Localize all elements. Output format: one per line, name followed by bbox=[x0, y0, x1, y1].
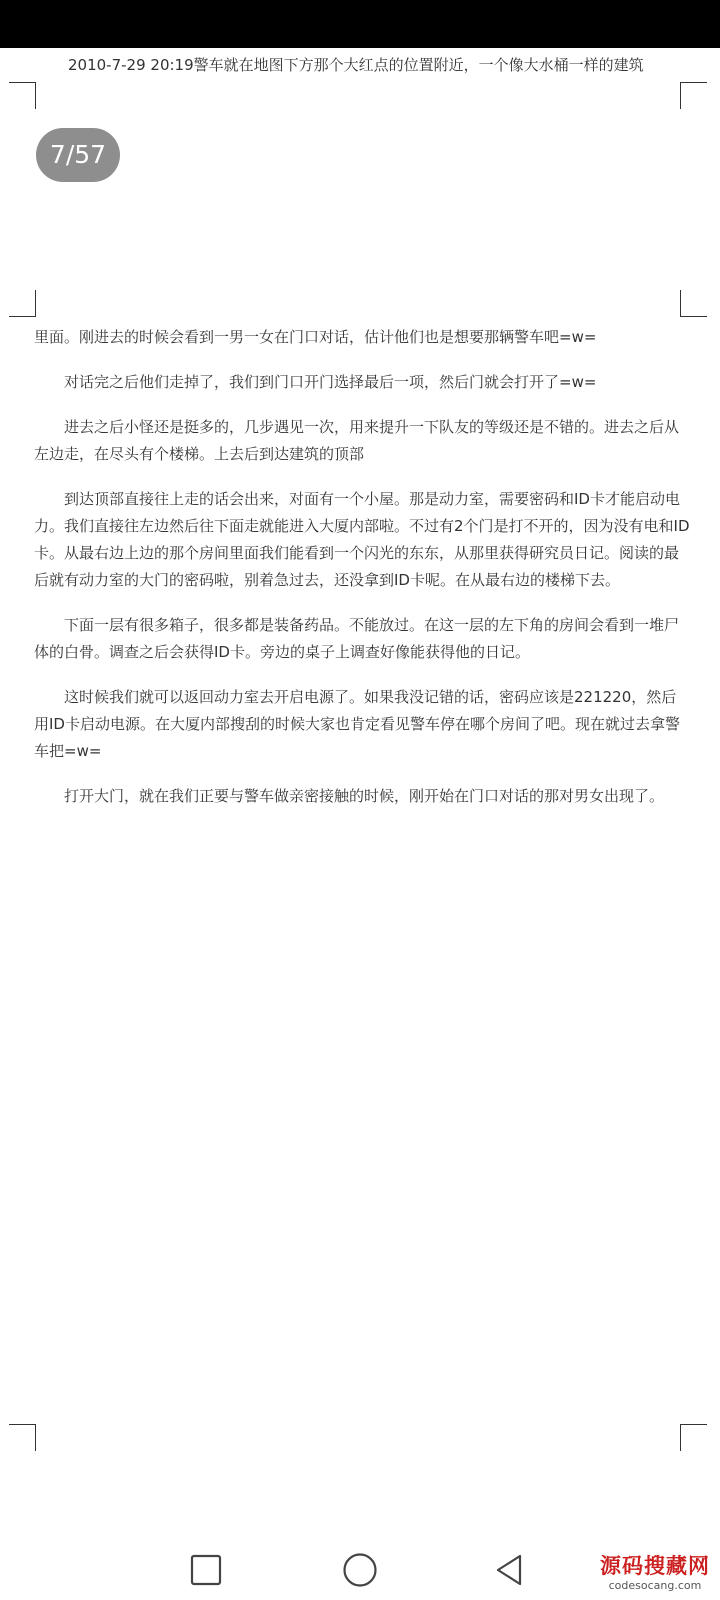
home-button[interactable] bbox=[330, 1540, 390, 1600]
page-indicator: 7/57 bbox=[36, 128, 120, 182]
watermark-title: 源码搜藏网 bbox=[600, 1553, 710, 1578]
status-bar bbox=[0, 0, 720, 48]
paragraph: 打开大门，就在我们正要与警车做亲密接触的时候，刚开始在门口对话的那对男女出现了。 bbox=[64, 787, 665, 805]
crop-mark-top-left bbox=[9, 82, 36, 109]
recent-apps-button[interactable] bbox=[176, 1540, 236, 1600]
paragraph: 里面。刚进去的时候会看到一男一女在门口对话，估计他们也是想要那辆警车吧=w= bbox=[34, 328, 597, 346]
paragraph: 对话完之后他们走掉了，我们到门口开门选择最后一项，然后门就会打开了=w= bbox=[64, 373, 597, 391]
square-icon bbox=[189, 1553, 223, 1587]
back-button[interactable] bbox=[480, 1540, 540, 1600]
watermark-url: codesocang.com bbox=[608, 1579, 702, 1592]
page-header-text: 2010-7-29 20:19警车就在地图下方那个大红点的位置附近，一个像大水桶一样的建筑 bbox=[68, 56, 644, 74]
paragraph: 这时候我们就可以返回动力室去开启电源了。如果我没记错的话，密码应该是221220，然后用ID卡启动电源。在大厦内部搜刮的时候大家也肯定看见警车停在哪个房间了吧。现在就过去拿警车把=w= bbox=[34, 688, 680, 760]
crop-mark-top-right bbox=[680, 82, 707, 109]
triangle-back-icon bbox=[493, 1553, 527, 1587]
paragraph: 到达顶部直接往上走的话会出来，对面有一个小屋。那是动力室，需要密码和ID卡才能启动电力。我们直接往左边然后往下面走就能进入大厦内部啦。不过有2个门是打不开的，因为没有电和ID卡。从最右边上边的那个房间里面我们能看到一个闪光的东东，从那里获得研究员日记。阅读的最后就有动力室的大门的密码啦，别着急过去，还没拿到ID卡呢。在从最右边的楼梯下去。 bbox=[34, 490, 690, 589]
crop-mark-top-left bbox=[9, 1424, 36, 1451]
paragraph: 下面一层有很多箱子，很多都是装备药品。不能放过。在这一层的左下角的房间会看到一堆尸体的白骨。调查之后会获得ID卡。旁边的桌子上调查好像能获得他的日记。 bbox=[34, 616, 680, 661]
crop-mark-bottom-right bbox=[680, 290, 707, 317]
crop-mark-bottom-left bbox=[9, 290, 36, 317]
watermark bbox=[590, 1553, 720, 1593]
document-body bbox=[34, 324, 690, 828]
paragraph: 进去之后小怪还是挺多的，几步遇见一次，用来提升一下队友的等级还是不错的。进去之后从左边走，在尽头有个楼梯。上去后到达建筑的顶部 bbox=[34, 418, 680, 463]
circle-icon bbox=[341, 1551, 379, 1589]
crop-mark-top-right bbox=[680, 1424, 707, 1451]
